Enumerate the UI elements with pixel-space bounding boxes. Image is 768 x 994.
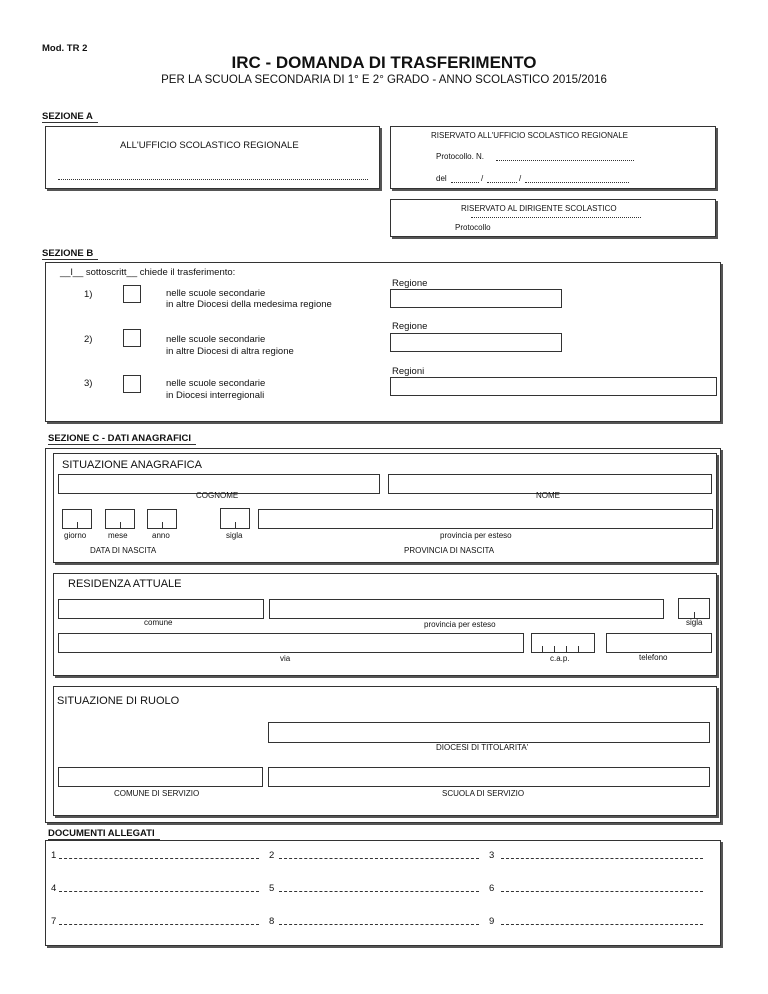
diocesi-field[interactable]: [268, 722, 710, 743]
protocollo-n-field[interactable]: [496, 160, 634, 161]
via-field[interactable]: [58, 633, 524, 653]
telefono-label: telefono: [639, 653, 668, 662]
giorno-field[interactable]: [62, 509, 92, 529]
riservato-ds-box: [390, 199, 716, 237]
doc-7-num: 7: [51, 916, 57, 927]
provincia-residenza-label: provincia per esteso: [424, 620, 496, 629]
scuola-servizio-label: SCUOLA DI SERVIZIO: [442, 789, 525, 798]
doc-3-line[interactable]: [501, 858, 703, 859]
del-slash-1: /: [481, 174, 484, 183]
del-slash-2: /: [519, 174, 522, 183]
doc-1-num: 1: [51, 850, 57, 861]
scuola-servizio-field[interactable]: [268, 767, 710, 787]
doc-6-line[interactable]: [501, 891, 703, 892]
ruolo-box: [53, 686, 717, 816]
doc-4-line[interactable]: [59, 891, 259, 892]
section-c-heading: SEZIONE C - DATI ANAGRAFICI: [48, 433, 192, 444]
option-3-num: 3): [84, 378, 93, 389]
comune-servizio-field[interactable]: [58, 767, 263, 787]
option-2-checkbox[interactable]: [123, 329, 141, 347]
section-b-heading: SEZIONE B: [42, 248, 94, 259]
anno-label: anno: [152, 531, 170, 540]
protocollo-label: Protocollo: [455, 223, 491, 232]
doc-9-num: 9: [489, 916, 495, 927]
option-2-line2: in altre Diocesi di altra regione: [166, 346, 294, 357]
documenti-box: [45, 840, 721, 946]
del-year-field[interactable]: [525, 182, 629, 183]
riservato-ds-line: [471, 217, 641, 218]
page-title: IRC - DOMANDA DI TRASFERIMENTO: [231, 53, 537, 72]
doc-8-num: 8: [269, 916, 275, 927]
cognome-label: COGNOME: [196, 491, 239, 500]
option-3-field-label: Regioni: [392, 366, 425, 377]
doc-2-num: 2: [269, 850, 275, 861]
del-month-field[interactable]: [487, 182, 517, 183]
option-2-regione-field[interactable]: [390, 333, 562, 352]
cap-label: c.a.p.: [550, 654, 570, 663]
section-a-heading: SEZIONE A: [42, 111, 93, 122]
riservato-usr-label: RISERVATO ALL'UFFICIO SCOLASTICO REGIONALE: [431, 131, 628, 140]
doc-1-line[interactable]: [59, 858, 259, 859]
provincia-nascita-field[interactable]: [258, 509, 713, 529]
comune-servizio-label: COMUNE DI SERVIZIO: [114, 789, 200, 798]
option-2-num: 2): [84, 334, 93, 345]
doc-7-line[interactable]: [59, 924, 259, 925]
del-label: del: [436, 174, 447, 183]
riservato-usr-box: [390, 126, 716, 189]
cap-field[interactable]: [531, 633, 595, 653]
doc-3-num: 3: [489, 850, 495, 861]
doc-2-line[interactable]: [279, 858, 479, 859]
data-nascita-label: DATA DI NASCITA: [90, 546, 157, 555]
mese-field[interactable]: [105, 509, 135, 529]
nome-label: NOME: [536, 491, 560, 500]
sezione-b-box: [45, 262, 721, 422]
via-label: via: [280, 654, 291, 663]
option-3-line2: in Diocesi interregionali: [166, 390, 265, 401]
mese-label: mese: [108, 531, 128, 540]
option-3-line1: nelle scuole secondarie: [166, 378, 266, 389]
option-1-num: 1): [84, 289, 93, 300]
protocollo-n-label: Protocollo. N.: [436, 152, 485, 161]
ufficio-label: ALL'UFFICIO SCOLASTICO REGIONALE: [120, 140, 299, 151]
doc-5-line[interactable]: [279, 891, 479, 892]
giorno-label: giorno: [64, 531, 87, 540]
provincia-nascita-label: PROVINCIA DI NASCITA: [404, 546, 495, 555]
sigla-residenza-label: sigla: [686, 618, 703, 627]
option-1-regione-field[interactable]: [390, 289, 562, 308]
option-2-line1: nelle scuole secondarie: [166, 334, 266, 345]
doc-8-line[interactable]: [279, 924, 479, 925]
anno-field[interactable]: [147, 509, 177, 529]
section-b-underline: [42, 259, 98, 260]
comune-label: comune: [144, 618, 173, 627]
ufficio-box: [45, 126, 380, 189]
sigla-residenza-field[interactable]: [678, 598, 710, 619]
anagrafica-title: SITUAZIONE ANAGRAFICA: [62, 459, 202, 471]
option-3-checkbox[interactable]: [123, 375, 141, 393]
residenza-box: [53, 573, 717, 676]
ufficio-address-line[interactable]: [58, 179, 368, 180]
provincia-residenza-field[interactable]: [269, 599, 664, 619]
sigla-nascita-label: sigla: [226, 531, 243, 540]
del-day-field[interactable]: [451, 182, 479, 183]
option-1-line1: nelle scuole secondarie: [166, 288, 266, 299]
doc-5-num: 5: [269, 883, 275, 894]
model-code: Mod. TR 2: [42, 43, 88, 54]
diocesi-label: DIOCESI DI TITOLARITA': [436, 743, 529, 752]
section-c-underline: [48, 444, 196, 445]
intro-text: __l__ sottoscritt__ chiede il trasferimento:: [60, 267, 236, 278]
comune-residenza-field[interactable]: [58, 599, 264, 619]
doc-9-line[interactable]: [501, 924, 703, 925]
doc-6-num: 6: [489, 883, 495, 894]
option-1-line2: in altre Diocesi della medesima regione: [166, 299, 332, 310]
provincia-esteso-label: provincia per esteso: [440, 531, 512, 540]
option-2-field-label: Regione: [392, 321, 428, 332]
section-a-underline: [42, 122, 98, 123]
ruolo-title: SITUAZIONE DI RUOLO: [57, 695, 180, 707]
page-subtitle: PER LA SCUOLA SECONDARIA DI 1° E 2° GRADO - ANNO SCOLASTICO 2015/2016: [161, 74, 607, 86]
anagrafica-box: [53, 453, 717, 563]
option-1-checkbox[interactable]: [123, 285, 141, 303]
doc-4-num: 4: [51, 883, 57, 894]
documenti-heading: DOCUMENTI ALLEGATI: [48, 828, 155, 839]
residenza-title: RESIDENZA ATTUALE: [68, 578, 182, 590]
riservato-ds-label: RISERVATO AL DIRIGENTE SCOLASTICO: [461, 204, 617, 213]
option-1-field-label: Regione: [392, 278, 428, 289]
telefono-field[interactable]: [606, 633, 712, 653]
option-3-regioni-field[interactable]: [390, 377, 717, 396]
sigla-nascita-field[interactable]: [220, 508, 250, 529]
